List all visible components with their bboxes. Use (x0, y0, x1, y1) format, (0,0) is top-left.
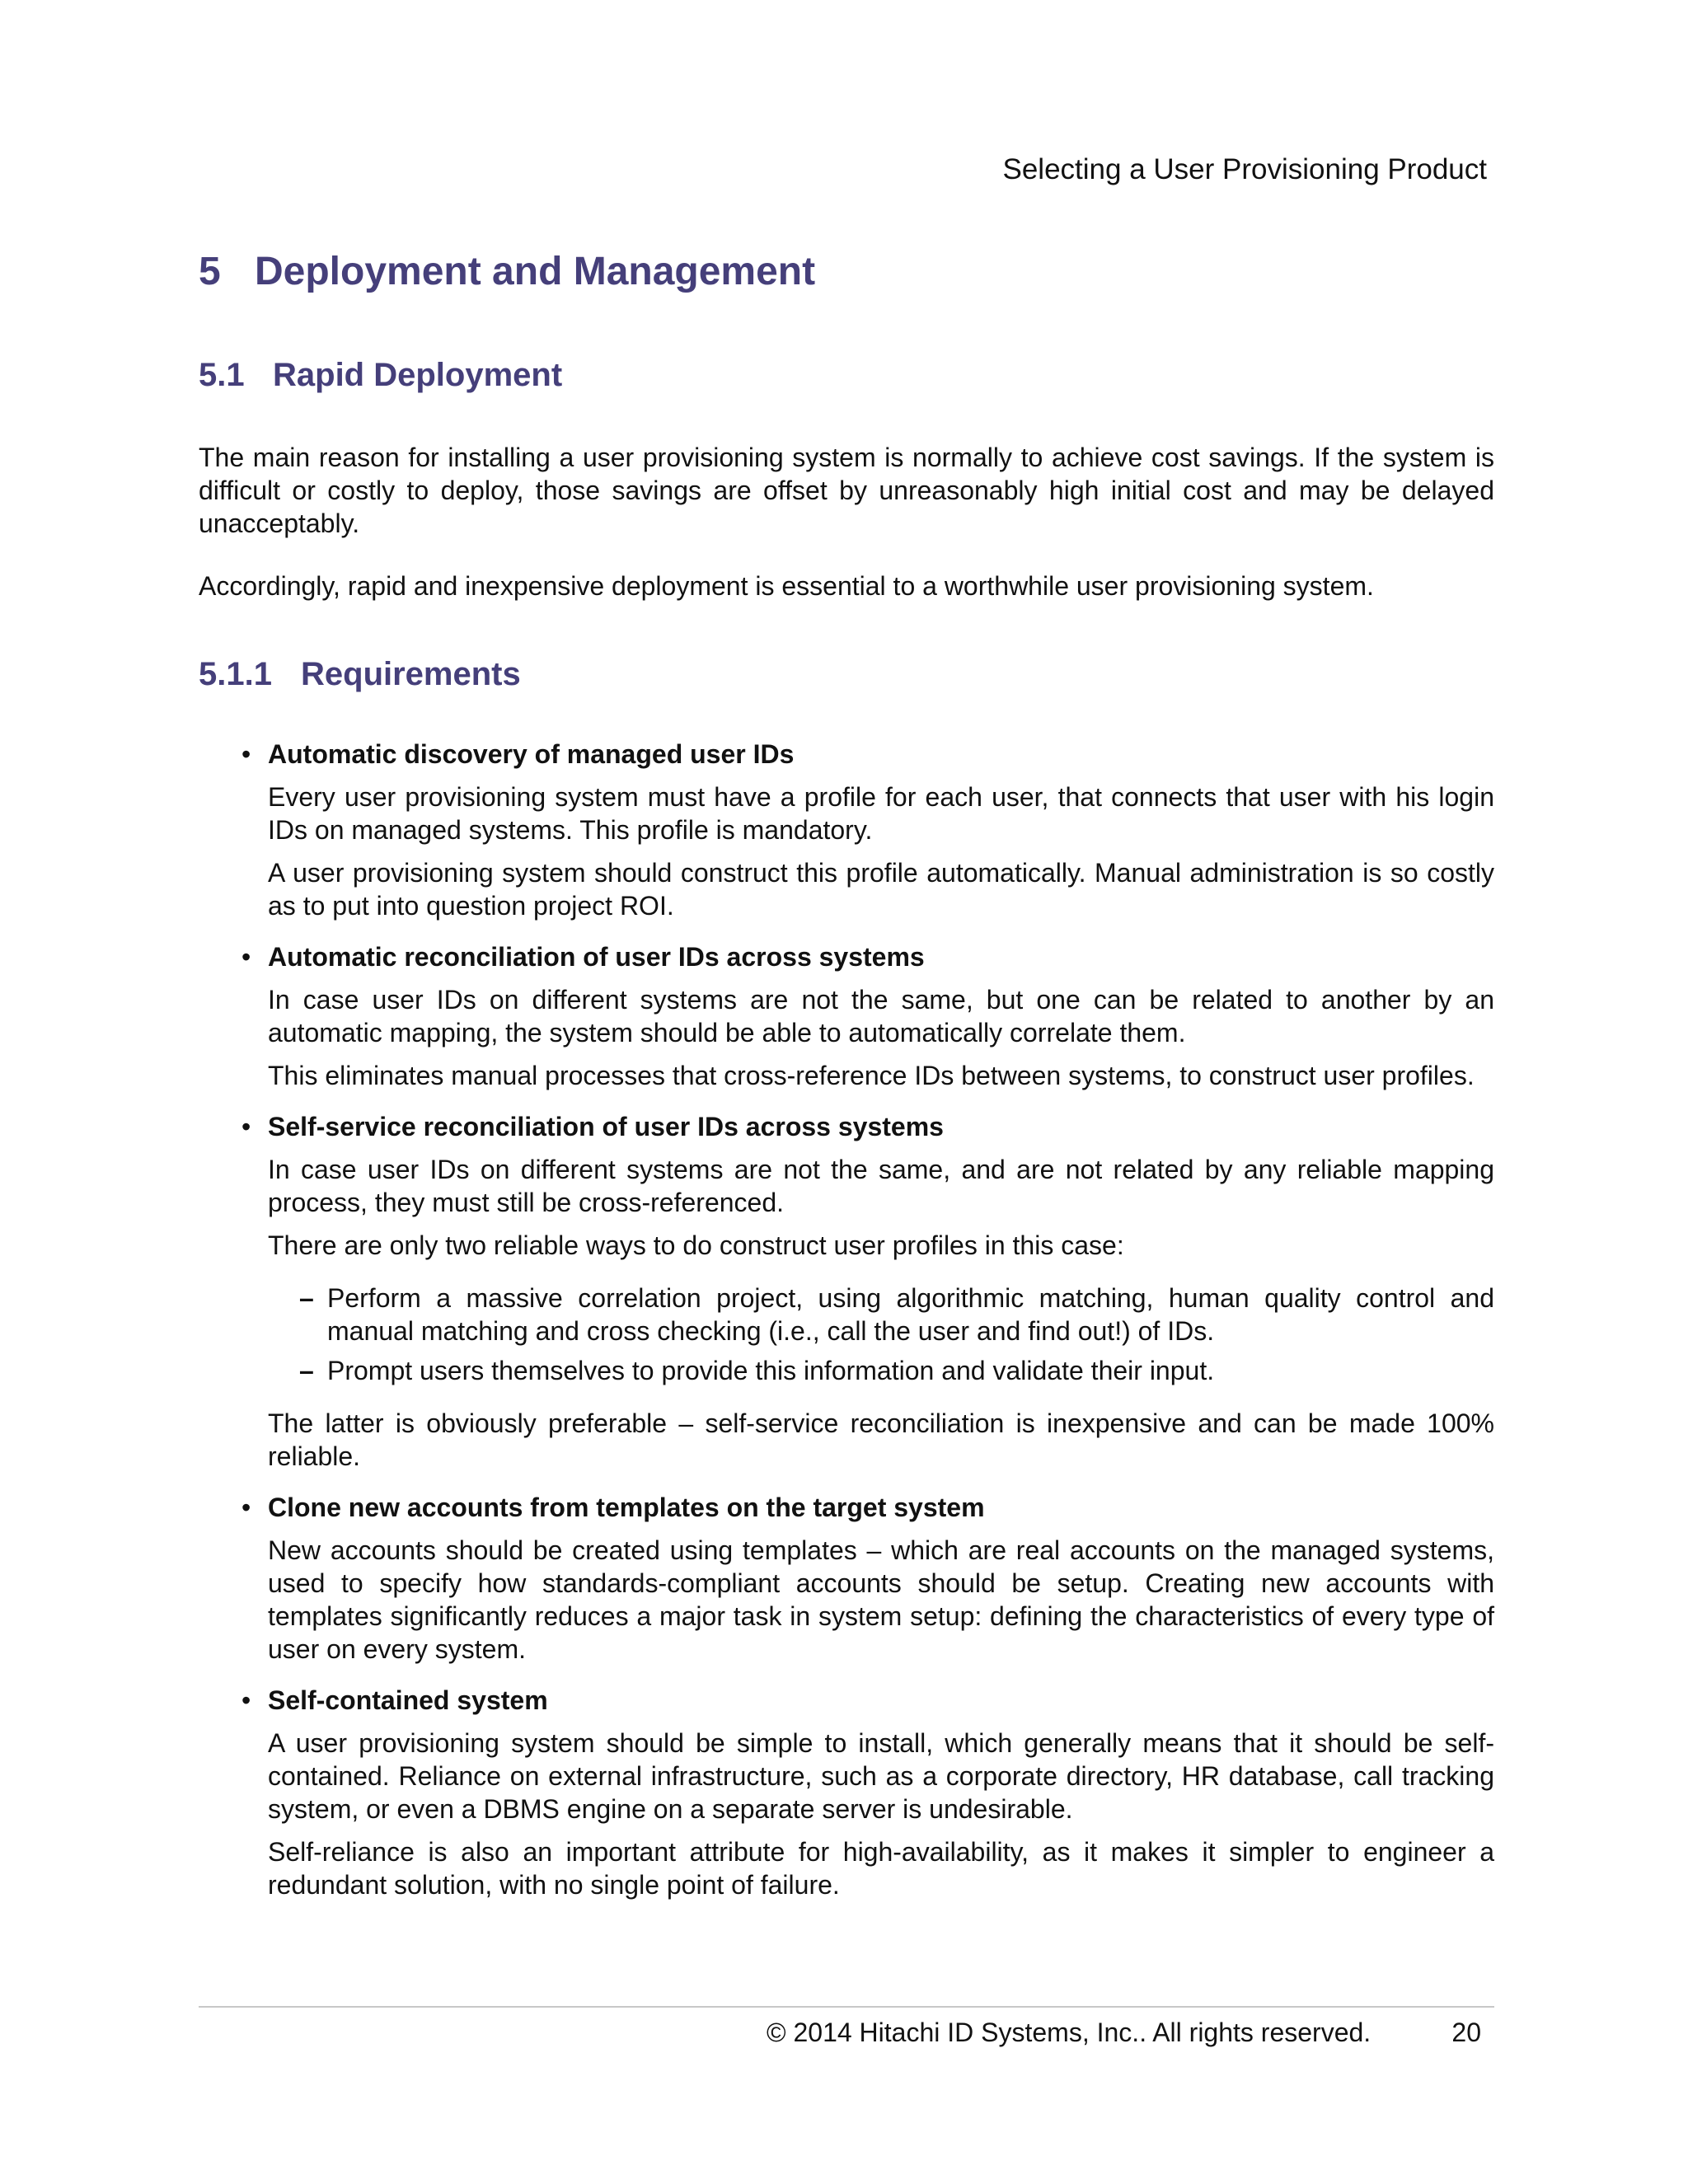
dash-list-item (268, 1354, 1494, 1387)
requirement-item (199, 1491, 1494, 1666)
bullet-icon: • (241, 1685, 251, 1715)
bullet-icon: • (241, 1493, 251, 1522)
chapter-title: Deployment and Management (255, 250, 816, 293)
dash-item-text: Perform a massive correlation project, using algorithmic matching, human quality control and manual matching and cross checking (i.e., call the user and find out!) of IDs. (327, 1283, 1494, 1346)
dash-list (268, 1282, 1494, 1387)
section-paragraph: Accordingly, rapid and inexpensive deployment is essential to a worthwhile user provisioning system. (199, 571, 1374, 601)
requirement-paragraph: New accounts should be created using templates – which are real accounts on the managed systems, used to specify how standards-compliant accounts should be setup. Creating new accounts with templates significantly reduces a major task in system setup: defining the characteristics of every type of user on every system. (268, 1535, 1494, 1664)
requirement-item (199, 1684, 1494, 1901)
requirement-paragraph: A user provisioning system should be simple to install, which generally means that it should be self-contained. Reliance on external infrastructure, such as a corporate directory, HR database, call tracking system, or even a DBMS engine on a separate server is undesirable. (268, 1728, 1494, 1824)
requirement-paragraph: Self-reliance is also an important attribute for high-availability, as it makes it simpler to engineer a redundant solution, with no single point of failure. (268, 1837, 1494, 1900)
subsection-heading (199, 654, 1494, 695)
section-paragraph: The main reason for installing a user provisioning system is normally to achieve cost savings. If the system is difficult or costly to deploy, those savings are offset by unreasonably high initial cost and may be delayed unacceptably. (199, 443, 1494, 538)
dash-item-text: Prompt users themselves to provide this information and validate their input. (327, 1356, 1215, 1385)
footer-divider (199, 2006, 1494, 2008)
running-header: Selecting a User Provisioning Product (1002, 153, 1487, 185)
subsection-title: Requirements (301, 656, 521, 692)
requirement-paragraph: This eliminates manual processes that cross-reference IDs between systems, to construct user profiles. (268, 1061, 1475, 1090)
requirement-item (199, 738, 1494, 922)
bullet-icon: • (241, 739, 251, 769)
bullet-icon: • (241, 1112, 251, 1141)
requirement-paragraph: The latter is obviously preferable – self-service reconciliation is inexpensive and can be made 100% reliable. (268, 1408, 1494, 1471)
page-number: 20 (1451, 2018, 1481, 2047)
requirement-title: Self-contained system (268, 1685, 548, 1715)
requirement-item (199, 1110, 1494, 1473)
bullet-icon: • (241, 942, 251, 972)
page-content (199, 247, 1494, 1919)
requirement-paragraph: In case user IDs on different systems are not the same, but one can be related to another by an automatic mapping, the system should be able to automatically correlate them. (268, 985, 1494, 1047)
footer-copyright: © 2014 Hitachi ID Systems, Inc.. All rights reserved. (767, 2018, 1372, 2047)
requirement-paragraph: There are only two reliable ways to do construct user profiles in this case: (268, 1230, 1124, 1260)
requirements-list (199, 738, 1494, 1901)
requirement-paragraph: Every user provisioning system must have a profile for each user, that connects that user with his login IDs on managed systems. This profile is mandatory. (268, 782, 1494, 845)
requirement-title: Automatic reconciliation of user IDs across systems (268, 942, 925, 972)
requirement-title: Automatic discovery of managed user IDs (268, 739, 795, 769)
section-heading (199, 354, 1494, 396)
requirement-paragraph: In case user IDs on different systems are not the same, and are not related by any reliable mapping process, they must still be cross-referenced. (268, 1155, 1494, 1217)
dash-list-item (268, 1282, 1494, 1347)
requirement-paragraph: A user provisioning system should construct this profile automatically. Manual administration is so costly as to put into question project ROI. (268, 858, 1494, 921)
requirement-item (199, 940, 1494, 1092)
section-title: Rapid Deployment (273, 357, 563, 393)
chapter-heading (199, 247, 1494, 297)
section-number: 5.1 (199, 357, 245, 393)
subsection-number: 5.1.1 (199, 656, 272, 692)
dash-icon: – (299, 1356, 314, 1385)
dash-icon: – (299, 1283, 314, 1313)
requirement-title: Clone new accounts from templates on the target system (268, 1493, 985, 1522)
requirement-title: Self-service reconciliation of user IDs across systems (268, 1112, 944, 1141)
chapter-number: 5 (199, 250, 221, 293)
